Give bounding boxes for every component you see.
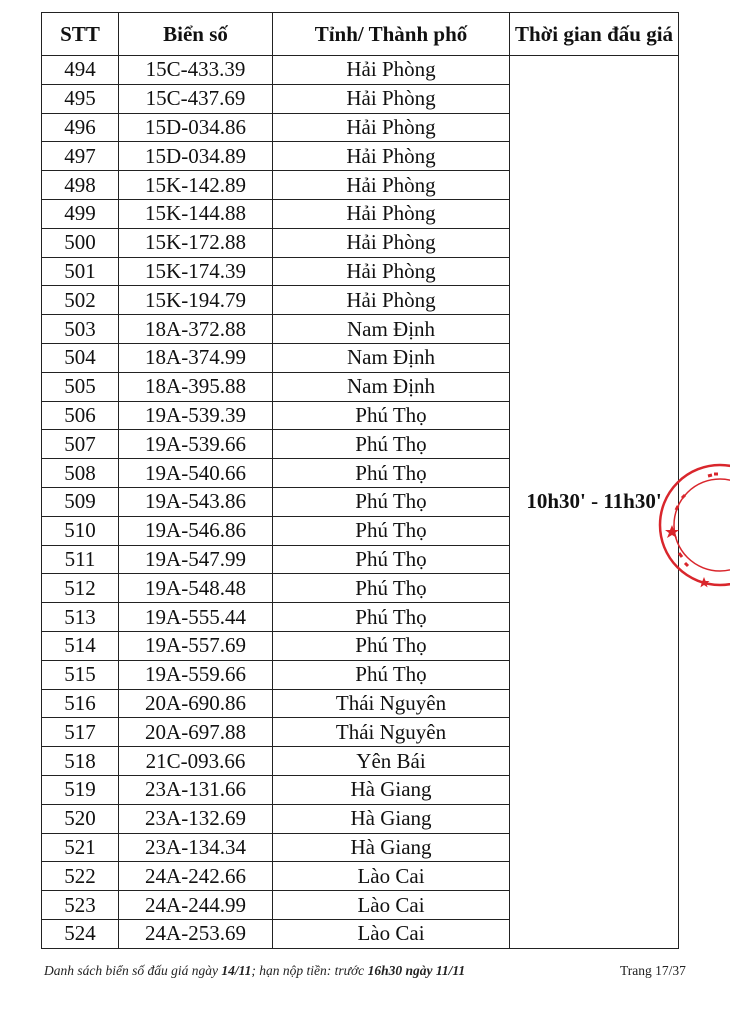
province-cell: Hải Phòng <box>273 257 510 286</box>
province-cell: Nam Định <box>273 315 510 344</box>
red-stamp-seal-icon <box>652 458 730 593</box>
stt-cell: 517 <box>42 718 119 747</box>
province-cell: Thái Nguyên <box>273 718 510 747</box>
province-cell: Hà Giang <box>273 775 510 804</box>
province-cell: Phú Thọ <box>273 660 510 689</box>
plate-number-cell: 19A-539.66 <box>119 430 273 459</box>
stt-cell: 513 <box>42 603 119 632</box>
province-cell: Phú Thọ <box>273 401 510 430</box>
table-body <box>42 56 679 949</box>
province-cell: Hải Phòng <box>273 228 510 257</box>
stt-cell: 515 <box>42 660 119 689</box>
plate-number-cell: 24A-242.66 <box>119 862 273 891</box>
plate-number-cell: 15K-172.88 <box>119 228 273 257</box>
province-cell: Lào Cai <box>273 919 510 948</box>
plate-number-cell: 19A-540.66 <box>119 459 273 488</box>
stt-cell: 522 <box>42 862 119 891</box>
province-cell: Yên Bái <box>273 747 510 776</box>
province-cell: Hà Giang <box>273 804 510 833</box>
plate-number-cell: 19A-557.69 <box>119 631 273 660</box>
province-cell: Phú Thọ <box>273 545 510 574</box>
stt-cell: 507 <box>42 430 119 459</box>
plate-number-cell: 20A-690.86 <box>119 689 273 718</box>
province-cell: Phú Thọ <box>273 574 510 603</box>
stt-cell: 494 <box>42 56 119 85</box>
plate-number-cell: 19A-559.66 <box>119 660 273 689</box>
plate-number-cell: 19A-539.39 <box>119 401 273 430</box>
plate-number-cell: 18A-395.88 <box>119 372 273 401</box>
stt-cell: 495 <box>42 84 119 113</box>
footer-note-middle: ; hạn nộp tiền: trước <box>251 963 368 978</box>
province-cell: Phú Thọ <box>273 516 510 545</box>
stt-cell: 497 <box>42 142 119 171</box>
stt-cell: 514 <box>42 631 119 660</box>
plate-number-cell: 19A-555.44 <box>119 603 273 632</box>
stt-cell: 496 <box>42 113 119 142</box>
license-plate-table <box>41 12 679 949</box>
footer-note-prefix: Danh sách biển số đấu giá ngày <box>44 963 222 978</box>
page-number: Trang 17/37 <box>620 963 686 978</box>
province-cell: Hải Phòng <box>273 84 510 113</box>
stt-cell: 510 <box>42 516 119 545</box>
province-cell: Phú Thọ <box>273 603 510 632</box>
plate-number-cell: 18A-374.99 <box>119 343 273 372</box>
stt-cell: 499 <box>42 199 119 228</box>
footer-deadline: 16h30 ngày 11/11 <box>367 963 466 978</box>
stt-cell: 500 <box>42 228 119 257</box>
plate-number-cell: 23A-132.69 <box>119 804 273 833</box>
stt-cell: 511 <box>42 545 119 574</box>
plate-number-cell: 15D-034.86 <box>119 113 273 142</box>
province-cell: Phú Thọ <box>273 430 510 459</box>
province-cell: Lào Cai <box>273 862 510 891</box>
province-cell: Hải Phòng <box>273 113 510 142</box>
plate-number-cell: 15C-433.39 <box>119 56 273 85</box>
plate-number-cell: 15C-437.69 <box>119 84 273 113</box>
plate-number-cell: 19A-547.99 <box>119 545 273 574</box>
plate-number-cell: 21C-093.66 <box>119 747 273 776</box>
province-cell: Nam Định <box>273 372 510 401</box>
header-province: Tỉnh/ Thành phố <box>273 13 510 56</box>
stt-cell: 509 <box>42 487 119 516</box>
stt-cell: 505 <box>42 372 119 401</box>
plate-number-cell: 19A-543.86 <box>119 487 273 516</box>
province-cell: Hà Giang <box>273 833 510 862</box>
plate-number-cell: 20A-697.88 <box>119 718 273 747</box>
plate-number-cell: 15K-174.39 <box>119 257 273 286</box>
stt-cell: 523 <box>42 891 119 920</box>
auction-time-cell: 10h30' - 11h30' <box>510 56 679 949</box>
stt-cell: 519 <box>42 775 119 804</box>
stt-cell: 501 <box>42 257 119 286</box>
plate-number-cell: 23A-131.66 <box>119 775 273 804</box>
province-cell: Nam Định <box>273 343 510 372</box>
province-cell: Lào Cai <box>273 891 510 920</box>
province-cell: Phú Thọ <box>273 631 510 660</box>
footer-auction-date: 14/11 <box>221 963 252 978</box>
province-cell: Hải Phòng <box>273 56 510 85</box>
header-plate-number: Biển số <box>119 13 273 56</box>
plate-number-cell: 15K-194.79 <box>119 286 273 315</box>
province-cell: Hải Phòng <box>273 286 510 315</box>
footer-note <box>44 963 465 979</box>
stt-cell: 508 <box>42 459 119 488</box>
header-auction-time: Thời gian đấu giá <box>510 13 679 56</box>
stt-cell: 498 <box>42 171 119 200</box>
stt-cell: 512 <box>42 574 119 603</box>
header-stt: STT <box>42 13 119 56</box>
stt-cell: 524 <box>42 919 119 948</box>
stt-cell: 520 <box>42 804 119 833</box>
stt-cell: 521 <box>42 833 119 862</box>
plate-number-cell: 18A-372.88 <box>119 315 273 344</box>
stt-cell: 506 <box>42 401 119 430</box>
province-cell: Thái Nguyên <box>273 689 510 718</box>
stt-cell: 504 <box>42 343 119 372</box>
plate-number-cell: 24A-244.99 <box>119 891 273 920</box>
province-cell: Hải Phòng <box>273 199 510 228</box>
plate-number-cell: 19A-546.86 <box>119 516 273 545</box>
province-cell: Hải Phòng <box>273 171 510 200</box>
stt-cell: 502 <box>42 286 119 315</box>
table-header-row <box>42 13 679 56</box>
plate-number-cell: 15K-142.89 <box>119 171 273 200</box>
stt-cell: 518 <box>42 747 119 776</box>
plate-number-cell: 23A-134.34 <box>119 833 273 862</box>
stt-cell: 503 <box>42 315 119 344</box>
province-cell: Phú Thọ <box>273 487 510 516</box>
plate-number-cell: 15K-144.88 <box>119 199 273 228</box>
stt-cell: 516 <box>42 689 119 718</box>
province-cell: Hải Phòng <box>273 142 510 171</box>
plate-number-cell: 19A-548.48 <box>119 574 273 603</box>
plate-number-cell: 15D-034.89 <box>119 142 273 171</box>
province-cell: Phú Thọ <box>273 459 510 488</box>
table-row <box>42 56 679 85</box>
plate-number-cell: 24A-253.69 <box>119 919 273 948</box>
